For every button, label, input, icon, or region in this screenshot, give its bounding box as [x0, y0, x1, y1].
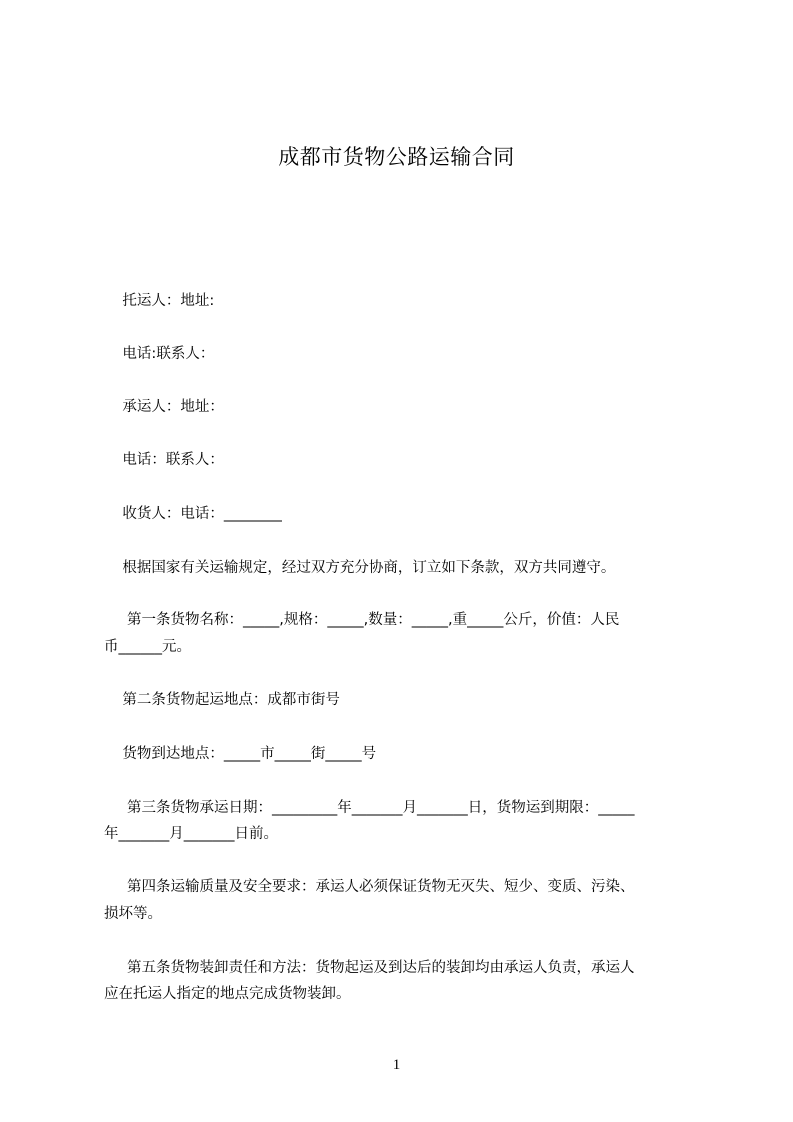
article-4-line-1: 第四条运输质量及安全要求：承运人必须保证货物无灭失、短少、变质、污染、 [104, 879, 635, 895]
article-5-line-1: 第五条货物装卸责任和方法：货物起运及到达后的装卸均由承运人负责，承运人 [104, 960, 635, 976]
preamble-paragraph: 根据国家有关运输规定，经过双方充分协商，订立如下条款，双方共同遵守。 [104, 560, 616, 576]
shipper-address-line: 托运人：地址: [104, 293, 215, 309]
article-1-line-1: 第一条货物名称：_____,规格：_____,数量：_____,重_____公斤，价值：人民 [104, 612, 620, 628]
shipper-phone-line: 电话:联系人： [104, 346, 215, 362]
article-3-line-1: 第三条货物承运日期：_________年_______月_______日，货物运到期限：_____ [104, 800, 635, 816]
document-title: 成都市货物公路运输合同 [278, 145, 515, 169]
article-2-paragraph: 第二条货物起运地点：成都市街号 [104, 692, 340, 708]
carrier-address-line: 承运人：地址： [104, 399, 224, 415]
article-1-line-2: 币______元。 [104, 639, 191, 655]
consignee-phone-line: 收货人：电话：________ [104, 506, 282, 522]
carrier-phone-line: 电话：联系人： [104, 452, 224, 468]
article-5-line-2: 应在托运人指定的地点完成货物装卸。 [104, 986, 351, 1002]
article-4-line-2: 损坏等。 [104, 906, 162, 922]
destination-paragraph: 货物到达地点：_____市_____街_____号 [104, 746, 377, 762]
page-number: 1 [392, 1057, 401, 1073]
article-3-line-2: 年_______月_______日前。 [104, 826, 278, 842]
